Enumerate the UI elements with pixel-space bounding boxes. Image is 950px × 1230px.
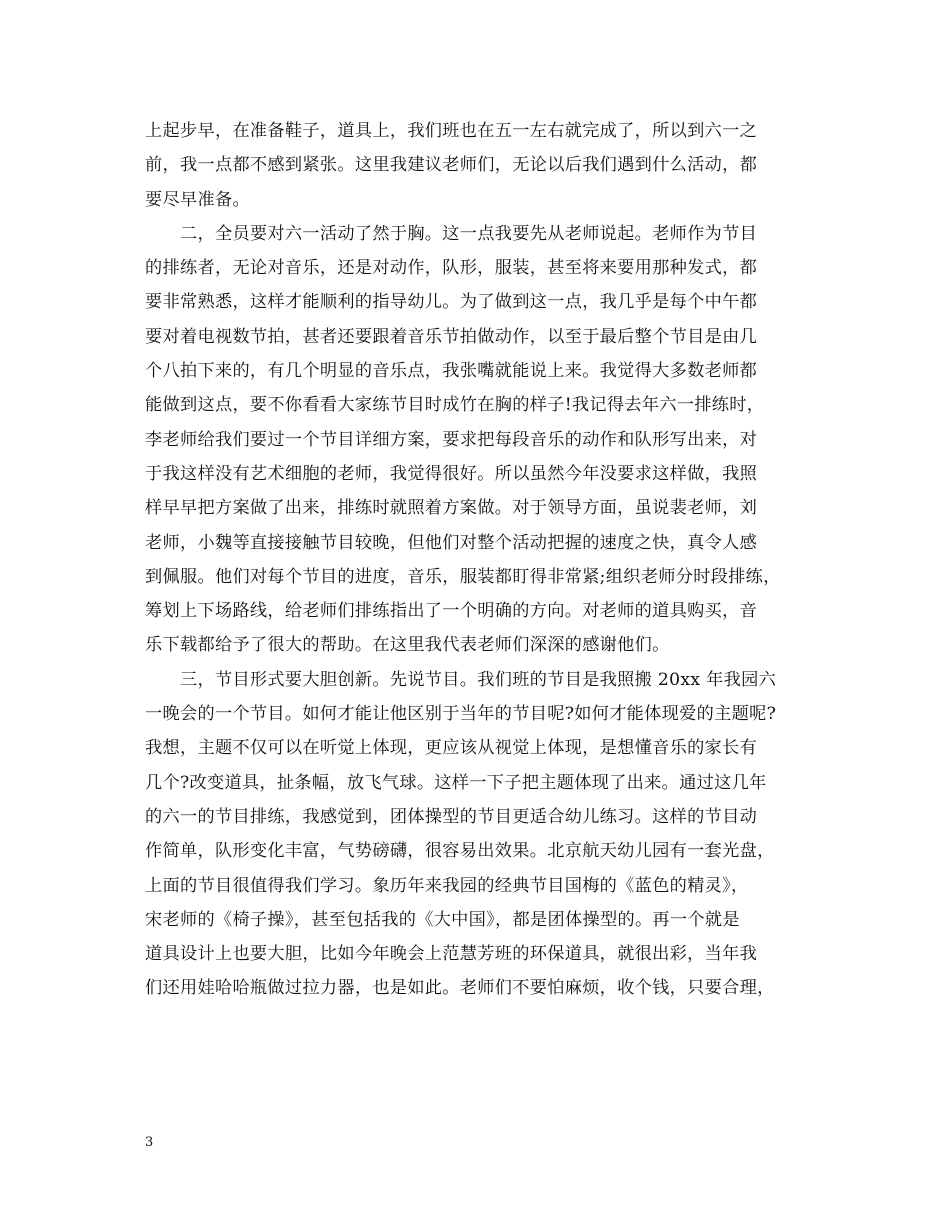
text-line: 要对着电视数节拍，甚者还要跟着音乐节拍做动作，以至于最后整个节目是由几 — [145, 326, 758, 347]
text-line: 的排练者，无论对音乐，还是对动作，队形，服装，甚至将来要用那种发式，都 — [145, 258, 758, 279]
text-line: 道具设计上也要大胆，比如今年晚会上范慧芳班的环保道具，就很出彩，当年我 — [145, 944, 758, 965]
text-line: 二，全员要对六一活动了然于胸。这一点我要先从老师说起。老师作为节目 — [145, 223, 758, 244]
text-line: 筹划上下场路线，给老师们排练指出了一个明确的方向。对老师的道具购买，音 — [145, 601, 758, 622]
text-line: 宋老师的《椅子操》，甚至包括我的《大中国》，都是团体操型的。再一个就是 — [145, 909, 740, 930]
text-line: 作简单，队形变化丰富，气势磅礴，很容易出效果。北京航天幼儿园有一套光盘， — [145, 841, 775, 862]
text-line: 三，节目形式要大胆创新。先说节目。我们班的节目是我照搬 20xx 年我园六 — [145, 669, 777, 690]
text-line: 要非常熟悉，这样才能顺利的指导幼儿。为了做到这一点，我几乎是每个中午都 — [145, 292, 758, 313]
text-line: 要尽早准备。 — [145, 189, 250, 210]
text-line: 能做到这点，要不你看看大家练节目时成竹在胸的样子!我记得去年六一排练时， — [145, 395, 765, 416]
text-line: 上起步早，在准备鞋子，道具上，我们班也在五一左右就完成了，所以到六一之 — [145, 121, 758, 141]
text-line: 前，我一点都不感到紧张。这里我建议老师们，无论以后我们遇到什么活动，都 — [145, 155, 758, 176]
text-line: 们还用娃哈哈瓶做过拉力器，也是如此。老师们不要怕麻烦，收个钱，只要合理， — [145, 978, 775, 999]
text-line: 一晚会的一个节目。如何才能让他区别于当年的节目呢?如何才能体现爱的主题呢? — [145, 704, 777, 725]
text-line: 个八拍下来的，有几个明显的音乐点，我张嘴就能说上来。我觉得大多数老师都 — [145, 361, 758, 382]
text-line: 样早早把方案做了出来，排练时就照着方案做。对于领导方面，虽说裴老师，刘 — [145, 498, 758, 519]
text-line: 到佩服。他们对每个节目的进度，音乐，服装都盯得非常紧;组织老师分时段排练， — [145, 566, 781, 587]
text-line: 几个?改变道具，扯条幅，放飞气球。这样一下子把主题体现了出来。通过这几年 — [145, 772, 767, 793]
text-line: 我想，主题不仅可以在听觉上体现，更应该从视觉上体现，是想懂音乐的家长有 — [145, 738, 758, 759]
text-line: 于我这样没有艺术细胞的老师，我觉得很好。所以虽然今年没要求这样做，我照 — [145, 463, 758, 484]
text-line: 乐下载都给予了很大的帮助。在这里我代表老师们深深的感谢他们。 — [145, 635, 670, 656]
text-line: 李老师给我们要过一个节目详细方案，要求把每段音乐的动作和队形写出来，对 — [145, 429, 758, 450]
text-line: 的六一的节目排练，我感觉到，团体操型的节目更适合幼儿练习。这样的节目动 — [145, 806, 758, 827]
text-line: 老师，小魏等直接接触节目较晚，但他们对整个活动把握的速度之快，真令人感 — [145, 532, 758, 553]
body-text — [145, 114, 805, 1006]
text-line: 上面的节目很值得我们学习。象历年来我园的经典节目国梅的《蓝色的精灵》， — [145, 875, 749, 896]
page-number: 3 — [145, 1135, 154, 1150]
